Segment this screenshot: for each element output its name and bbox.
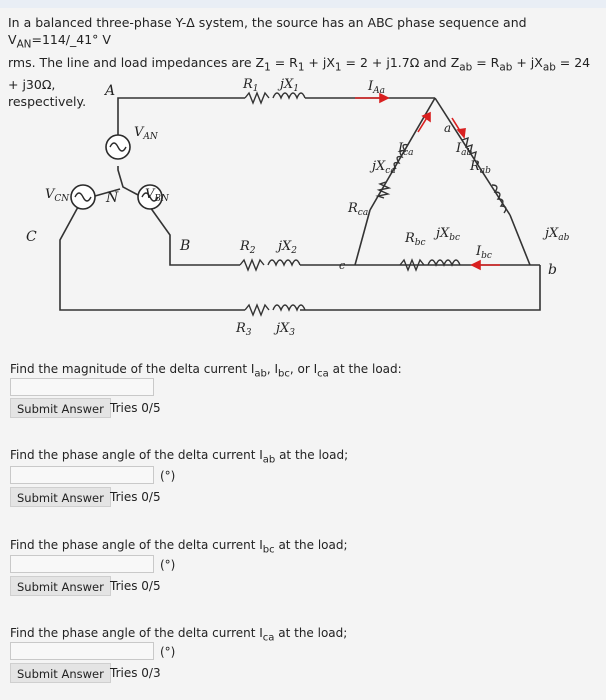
circuit-diagram <box>0 70 606 350</box>
top-toolbar-strip <box>0 0 606 8</box>
wire <box>300 265 540 310</box>
van-value: =114/_41° V <box>31 32 111 47</box>
problem-text: + jX <box>304 54 335 70</box>
rca-resistor <box>378 182 389 198</box>
problem-text: + jX <box>512 54 543 70</box>
r2-label: $R_2$ <box>240 239 256 256</box>
wire <box>510 215 530 265</box>
r1-resistor <box>245 93 269 103</box>
wires <box>60 98 540 310</box>
question-text: at the load; <box>274 538 348 552</box>
problem-text: = 2 + j1.7Ω and Z <box>341 54 460 70</box>
tries-count-4: Tries 0/3 <box>110 666 161 680</box>
subscript: ab <box>262 454 276 466</box>
problem-text: = 24 + j30Ω, <box>8 54 591 92</box>
problem-text: respectively. <box>8 94 87 109</box>
wire <box>60 207 245 310</box>
problem-text: In a balanced three-phase Y-Δ system, the source has an ABC phase sequence and V <box>8 15 527 47</box>
tries-count-1: Tries 0/5 <box>110 401 161 415</box>
x2-label: $jX_2$ <box>278 239 298 256</box>
tries-count-3: Tries 0/5 <box>110 579 161 593</box>
subscript: bc <box>262 544 275 556</box>
problem-text: = R <box>270 54 298 70</box>
answer-input-3[interactable] <box>10 555 154 573</box>
subscript: ca <box>317 368 329 380</box>
load-node-a-label: a <box>444 121 452 135</box>
question-text: , or I <box>289 362 318 376</box>
rca-label: $R_{ca}$ <box>348 201 369 218</box>
wire <box>118 166 140 196</box>
xca-label: $jX_{ca}$ <box>372 159 396 176</box>
load-node-c-label: c <box>339 259 346 272</box>
question-text: Find the phase angle of the delta current I <box>10 626 263 640</box>
question-1-text <box>10 362 402 379</box>
subscript: ca <box>262 632 275 644</box>
answer-input-4[interactable] <box>10 642 154 660</box>
node-n-label: N <box>106 190 119 206</box>
ica-label: $I_{ca}$ <box>398 141 414 158</box>
rbc-label: $R_{bc}$ <box>405 231 426 248</box>
xab-label: $jX_{ab}$ <box>545 226 570 243</box>
x3-label: $jX_3$ <box>276 321 296 338</box>
problem-text: rms. The line and load impedances are Z <box>8 54 265 70</box>
vbn-label: $V_{BN}$ <box>145 187 169 204</box>
node-a-label: A <box>105 83 116 99</box>
subscript: ab <box>499 61 513 73</box>
question-text: at the load: <box>328 362 402 376</box>
question-text: at the load; <box>274 626 348 640</box>
r2-resistor <box>240 260 264 270</box>
x1-label: $jX_1$ <box>280 77 300 94</box>
current-arrows <box>355 94 500 269</box>
van-subscript: AN <box>16 38 32 51</box>
iaa-label: $I_{Aa}$ <box>368 79 386 96</box>
subscript: 1 <box>334 61 342 73</box>
node-c-label: C <box>26 229 37 245</box>
subscript: 1 <box>264 61 271 73</box>
problem-text: = R <box>472 54 500 70</box>
units-label-3: (°) <box>160 558 176 572</box>
question-text: Find the magnitude of the delta current I <box>10 362 255 376</box>
question-2-text <box>10 448 348 465</box>
subscript: bc <box>278 368 290 380</box>
vcn-label: $V_{CN}$ <box>45 187 70 204</box>
tries-count-2: Tries 0/5 <box>110 490 161 504</box>
units-label-4: (°) <box>160 645 176 659</box>
node-b-label: B <box>180 238 191 254</box>
question-text: Find the phase angle of the delta current I <box>10 538 263 552</box>
xbc-label: $jX_{bc}$ <box>436 226 461 243</box>
subscript: ab <box>542 61 556 73</box>
iab-label: $I_{ab}$ <box>456 141 473 158</box>
van-label: $V_{AN}$ <box>134 125 158 142</box>
question-text: , I <box>266 362 279 376</box>
load-node-b-label: b <box>548 262 557 278</box>
question-4-text <box>10 626 347 643</box>
subscript: 1 <box>297 61 305 73</box>
ibc-arrowhead <box>472 261 480 269</box>
question-3-text <box>10 538 348 555</box>
answer-input-1[interactable] <box>10 378 154 396</box>
units-label-2: (°) <box>160 469 176 483</box>
submit-answer-button-2[interactable]: Submit Answer <box>10 487 111 507</box>
x2-inductor <box>268 260 300 265</box>
question-text: at the load; <box>275 448 349 462</box>
ibc-label: $I_{bc}$ <box>476 244 492 261</box>
submit-answer-button-1[interactable]: Submit Answer <box>10 398 111 418</box>
r3-resistor <box>245 305 269 315</box>
submit-answer-button-4[interactable]: Submit Answer <box>10 663 111 683</box>
r3-label: $R_3$ <box>236 321 252 338</box>
submit-answer-button-3[interactable]: Submit Answer <box>10 576 111 596</box>
subscript: ab <box>459 61 473 73</box>
rab-label: $R_{ab}$ <box>470 159 491 176</box>
wire <box>355 210 370 265</box>
subscript: ab <box>254 368 267 380</box>
x1-inductor <box>273 93 305 98</box>
question-text: Find the phase angle of the delta current I <box>10 448 263 462</box>
wire <box>150 207 240 265</box>
r1-label: $R_1$ <box>243 77 259 94</box>
answer-input-2[interactable] <box>10 466 154 484</box>
component-labels <box>45 77 570 338</box>
